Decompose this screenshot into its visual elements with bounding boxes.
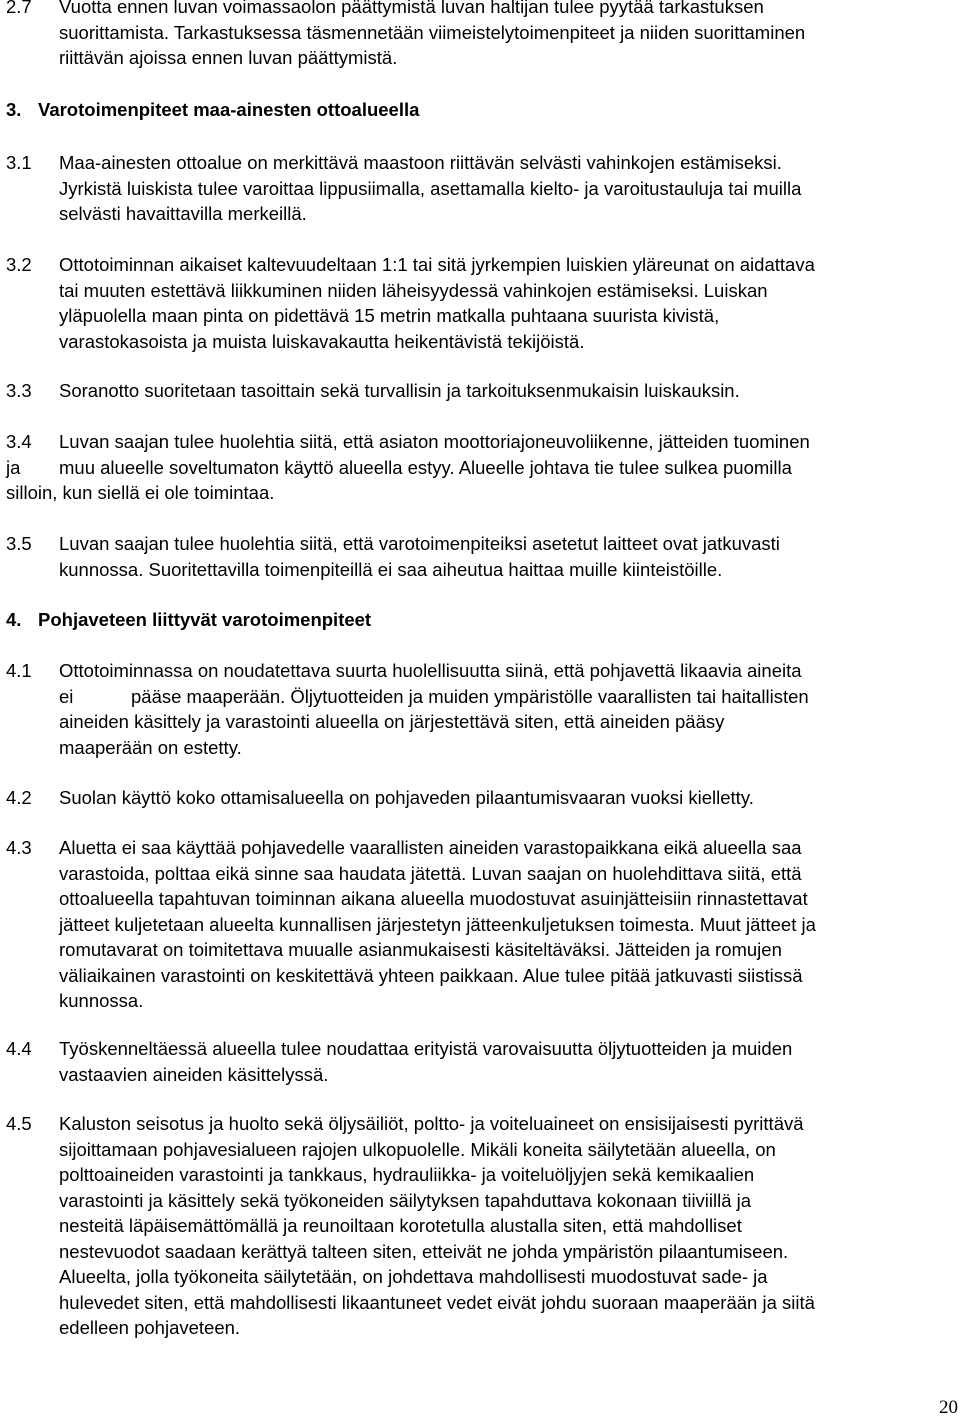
heading-4 [6, 607, 371, 633]
text-line: silloin, kun siellä ei ole toimintaa. [6, 482, 275, 503]
section-text [59, 531, 955, 582]
section-4-4 [0, 1036, 960, 1087]
text-line: muu alueelle soveltumaton käyttö alueella estyy. Alueelle johtava tie tulee sulkea puomilla [59, 456, 792, 478]
text-line: varastoida, polttaa eikä sinne saa haudata jätettä. Luvan saajan on huolehdittava siitä, että [59, 862, 802, 884]
section-3-1 [0, 150, 960, 227]
section-number: 2.7 [6, 0, 32, 17]
section-number: 4.4 [6, 1038, 32, 1059]
section-3-5 [0, 531, 960, 582]
section-text [59, 150, 955, 227]
text-line: nesteitä läpäisemättömällä ja reunoiltaan korotetulla alustalla siten, että mahdolliset [59, 1215, 742, 1236]
section-text [59, 785, 955, 811]
section-text [59, 1111, 955, 1341]
section-3-3 [0, 378, 960, 404]
text-line: varastokasoista ja muista luiskavakautta heikentävistä tekijöistä. [59, 330, 585, 352]
section-number: 4.2 [6, 787, 32, 808]
section-text [0, 429, 960, 506]
text-line: Soranotto suoritetaan tasoittain sekä turvallisin ja tarkoituksenmukaisin luiskauksin. [59, 380, 740, 401]
text-line: riittävän ajoissa ennen luvan päättymistä. [59, 47, 398, 68]
text-word: ja [6, 456, 21, 478]
text-line: Alueelta, jolla työkoneita säilytetään, on johdettava mahdollisesti muodostuvat sade- ja [59, 1266, 768, 1287]
section-2-7 [0, 0, 960, 71]
section-number: 3.2 [6, 254, 32, 275]
text-line: jätteet kuljetetaan alueelta kunnallisen järjestetyn jätteenkuljetuksen toimesta. Muut jätteet ja [59, 913, 816, 935]
text-line-row [0, 684, 960, 710]
section-text [59, 1036, 955, 1087]
text-line: aineiden käsittely ja varastointi alueella on järjestettävä siten, että aineiden pääsy [59, 711, 725, 732]
text-line: suorittamista. Tarkastuksessa täsmennetään viimeistelytoimenpiteet ja niiden suorittaminen [59, 21, 806, 43]
text-line-row [0, 455, 960, 481]
text-line: nestevuodot saadaan kerättyä talteen siten, etteivät ne johda ympäristön pilaantumiseen. [59, 1240, 789, 1262]
section-3-4 [0, 429, 960, 506]
page-number: 20 [939, 1397, 958, 1418]
text-line: sijoittamaan pohjavesialueen rajojen ulkopuolelle. Mikäli koneita säilytetään alueella, on [59, 1138, 776, 1160]
text-line: romutavarat on toimitettava muualle asianmukaisesti käsiteltäväksi. Jätteiden ja romujen [59, 939, 782, 960]
text-line: Aluetta ei saa käyttää pohjavedelle vaarallisten aineiden varastopaikkana eikä alueella saa [59, 837, 802, 858]
section-4-5 [0, 1111, 960, 1341]
text-line: Ottotoiminnassa on noudatettava suurta huolellisuutta siinä, että pohjavettä likaavia aineita [59, 660, 802, 681]
text-line: väliaikainen varastointi on keskitettävä yhteen paikkaan. Alue tulee pitää jatkuvasti siistissä [59, 964, 803, 986]
section-number: 3.4 [6, 431, 32, 452]
section-4-3 [0, 835, 960, 1014]
section-number: 3.5 [6, 533, 32, 554]
section-number: 4.3 [6, 837, 32, 858]
text-word: ei [59, 685, 74, 707]
text-line: Maa-ainesten ottoalue on merkittävä maastoon riittävän selvästi vahinkojen estämiseksi. [59, 152, 782, 173]
section-number: 4.5 [6, 1113, 32, 1134]
heading-3 [6, 97, 419, 123]
section-4-2 [0, 785, 960, 811]
text-line: kunnossa. [59, 990, 144, 1011]
section-text [59, 378, 955, 404]
text-line: polttoaineiden varastointi ja tankkaus, hydrauliikka- ja voiteluöljyjen sekä kemikaalien [59, 1164, 755, 1185]
text-line: varastointi ja käsittely sekä työkoneiden säilytyksen tapahduttava kokonaan tiiviillä ja [59, 1189, 752, 1211]
text-line: hulevedet siten, että mahdollisesti likaantuneet vedet eivät johdu suoraan maaperään ja siitä [59, 1291, 815, 1313]
text-line: maaperään on estetty. [59, 736, 242, 758]
text-line: Luvan saajan tulee huolehtia siitä, että asiaton moottoriajoneuvoliikenne, jätteiden tuominen [59, 431, 810, 452]
section-text [0, 658, 960, 760]
text-line: vastaavien aineiden käsittelyssä. [59, 1063, 329, 1085]
section-4-1 [0, 658, 960, 760]
section-text [59, 0, 955, 71]
heading-number: 3. [6, 99, 22, 120]
text-line: yläpuolella maan pinta on pidettävä 15 metrin matkalla puhtaana suurista kivistä, [59, 305, 720, 326]
section-text [59, 835, 955, 1014]
section-number: 3.3 [6, 380, 32, 401]
section-number: 4.1 [6, 660, 32, 681]
text-line: pääse maaperään. Öljytuotteiden ja muiden ympäristölle vaarallisten tai haitallisten [131, 685, 809, 707]
text-line: Vuotta ennen luvan voimassaolon päättymistä luvan haltijan tulee pyytää tarkastuksen [59, 0, 764, 17]
heading-number: 4. [6, 609, 22, 630]
text-line: Jyrkistä luiskista tulee varoittaa lippusiimalla, asettamalla kielto- ja varoitustauluja tai muilla [59, 177, 802, 199]
text-line: Kaluston seisotus ja huolto sekä öljysäiliöt, poltto- ja voiteluaineet on ensisijaisesti pyrittävä [59, 1113, 804, 1134]
text-line: ottoalueella tapahtuvan toiminnan aikana alueella muodostuvat asuinjätteisiin rinnastettavat [59, 888, 808, 909]
text-line: Suolan käyttö koko ottamisalueella on pohjaveden pilaantumisvaaran vuoksi kielletty. [59, 787, 754, 808]
text-line-row [0, 429, 960, 455]
section-text [59, 252, 955, 354]
text-line: Ottotoiminnan aikaiset kaltevuudeltaan 1:1 tai sitä jyrkempien luiskien yläreunat on aidattava [59, 254, 815, 275]
section-number: 3.1 [6, 152, 32, 173]
text-line: selvästi havaittavilla merkeillä. [59, 203, 307, 224]
text-line: Luvan saajan tulee huolehtia siitä, että varotoimenpiteiksi asetetut laitteet ovat jatkuvasti [59, 533, 780, 554]
text-line-row [0, 658, 960, 684]
text-line: Työskenneltäessä alueella tulee noudattaa erityistä varovaisuutta öljytuotteiden ja muiden [59, 1038, 793, 1059]
section-3-2 [0, 252, 960, 354]
text-line: kunnossa. Suoritettavilla toimenpiteillä ei saa aiheutua haittaa muille kiinteistöille. [59, 558, 723, 580]
heading-title: Pohjaveteen liittyvät varotoimenpiteet [38, 609, 372, 630]
text-line: tai muuten estettävä liikkuminen niiden läheisyydessä vahinkojen estämiseksi. Luiskan [59, 279, 768, 301]
text-line: edelleen pohjaveteen. [59, 1317, 241, 1338]
heading-title: Varotoimenpiteet maa-ainesten ottoalueella [38, 99, 420, 120]
